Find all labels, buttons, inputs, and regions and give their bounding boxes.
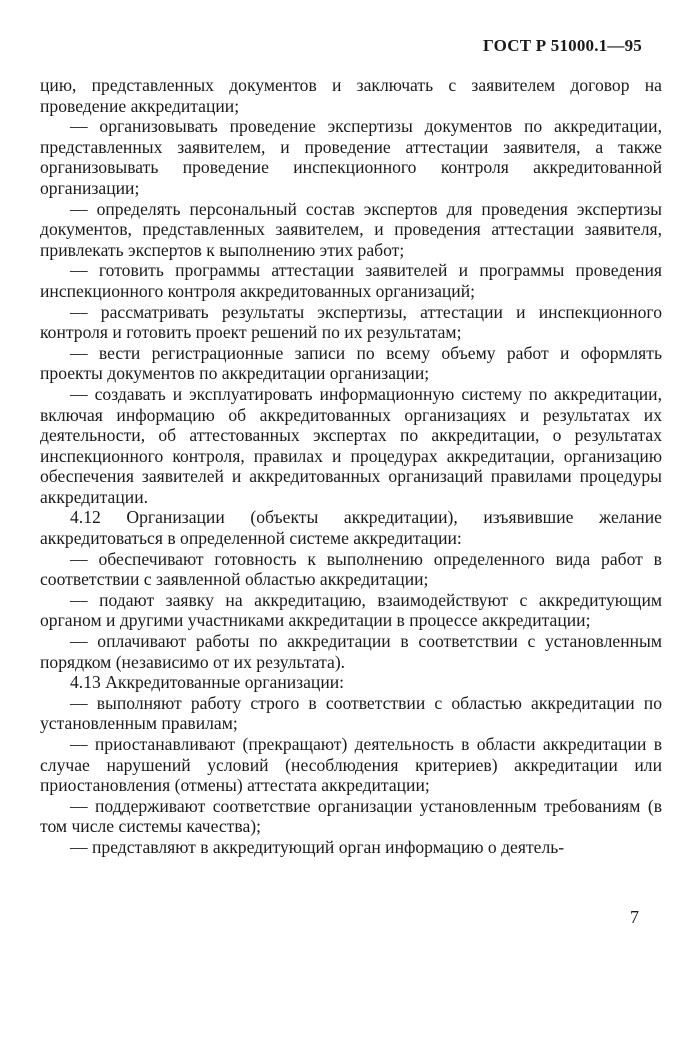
paragraph: — готовить программы аттестации заявителей и программы проведения инспекционного контроля аккредитованных организаций; [40, 260, 662, 301]
paragraph: — организовывать проведение экспертизы документов по аккредитации, представленных заявителем, и проведение аттестации заявителя, а также организовывать проведение инспекционного контроля аккредитованной организации; [40, 116, 662, 198]
paragraph: — вести регистрационные записи по всему объему работ и оформлять проекты документов по аккредитации организации; [40, 342, 662, 384]
paragraph: — определять персональный состав экспертов для проведения экспертизы документов, представленных заявителем, и проведения аттестации заявителя, привлекать экспертов к выполнению этих работ; [40, 198, 662, 260]
section-heading: 4.12 Организации (объекты аккредитации), изъявившие желание аккредитоваться в определенной системе аккредитации: [40, 507, 662, 549]
paragraph: — обеспечивают готовность к выполнению определенного вида работ в соответствии с заявленной областью аккредитации; [40, 548, 662, 590]
paragraph: — рассматривать результаты экспертизы, аттестации и инспекционного контроля и готовить проект решений по их результатам; [40, 301, 662, 343]
paragraph: цию, представленных документов и заключать с заявителем договор на проведение аккредитации; [40, 75, 662, 116]
paragraph: — создавать и эксплуатировать информационную систему по аккредитации, включая информацию об аккредитованных организациях и результатах их деятельности, об аттестованных экспертах по аккредитации, о результатах инспекционного контроля, правилах и процедурах аккредитации, организацию обеспечения заявителей и аккредитованных организаций правилами процедуры аккредитации. [40, 383, 662, 507]
paragraph: — приостанавливают (прекращают) деятельность в области аккредитации в случае нарушений условий (несоблюдения критериев) аккредитации или приостановления (отмены) аттестата аккредитации; [40, 734, 662, 796]
paragraph: — представляют в аккредитующий орган информацию о деятель- [70, 836, 565, 857]
paragraph: — оплачивают работы по аккредитации в соответствии с установленным порядком (независимо от их результата). [40, 631, 662, 672]
document-standard-id: ГОСТ Р 51000.1—95 [483, 36, 642, 55]
document-body [40, 75, 662, 858]
paragraph: — поддерживают соответствие организации установленным требованиям (в том числе системы качества); [40, 795, 662, 837]
page-number: 7 [630, 907, 639, 927]
section-heading: 4.13 Аккредитованные организации: [70, 672, 345, 693]
paragraph: — выполняют работу строго в соответствии с областью аккредитации по установленным правилам; [40, 692, 662, 734]
paragraph: — подают заявку на аккредитацию, взаимодействуют с аккредитующим органом и другими участниками аккредитации в процессе аккредитации; [40, 589, 662, 631]
